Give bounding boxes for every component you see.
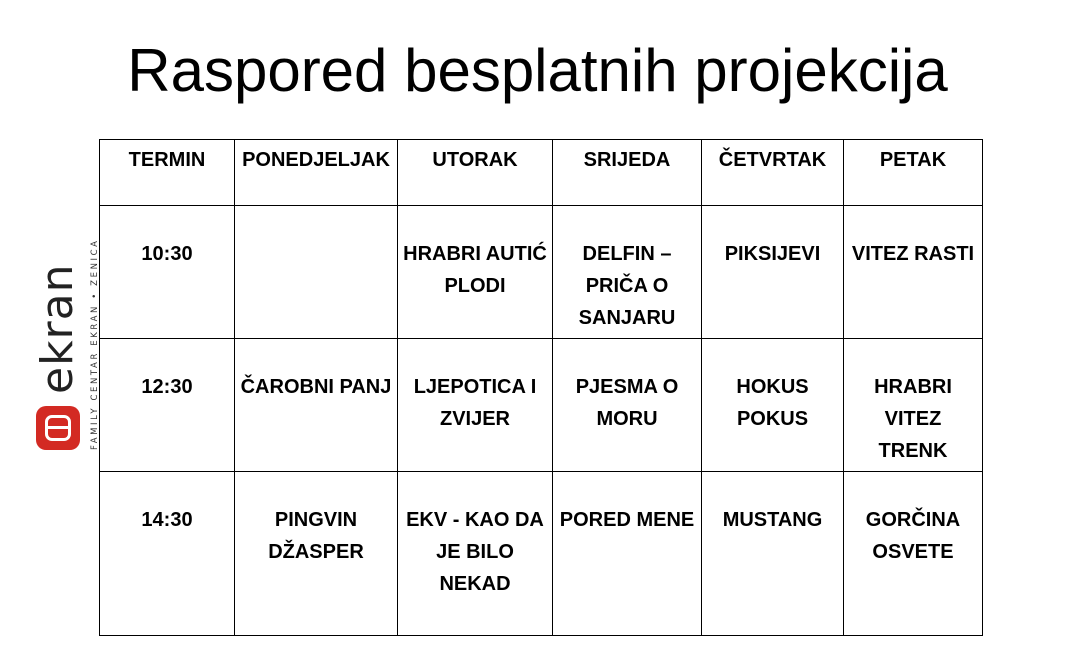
schedule-cell: GORČINA OSVETE bbox=[844, 472, 983, 636]
schedule-cell: HRABRI AUTIĆ PLODI bbox=[398, 206, 553, 339]
schedule-cell: PORED MENE bbox=[553, 472, 702, 636]
header-petak: PETAK bbox=[844, 140, 983, 206]
table-row bbox=[100, 472, 983, 636]
header-srijeda: SRIJEDA bbox=[553, 140, 702, 206]
schedule-cell: HOKUS POKUS bbox=[702, 339, 844, 472]
schedule-cell: ČAROBNI PANJ bbox=[235, 339, 398, 472]
page-title: Raspored besplatnih projekcija bbox=[127, 37, 948, 104]
schedule-cell: EKV - KAO DA JE BILO NEKAD bbox=[398, 472, 553, 636]
ekran-logo bbox=[22, 210, 100, 450]
table-row bbox=[100, 206, 983, 339]
time-cell: 14:30 bbox=[100, 472, 235, 636]
time-cell: 12:30 bbox=[100, 339, 235, 472]
table-row bbox=[100, 339, 983, 472]
table-header-row bbox=[100, 140, 983, 206]
header-utorak: UTORAK bbox=[398, 140, 553, 206]
schedule-table bbox=[99, 139, 983, 636]
schedule-cell: PINGVIN DŽASPER bbox=[235, 472, 398, 636]
schedule-cell: PIKSIJEVI bbox=[702, 206, 844, 339]
schedule-cell: HRABRI VITEZ TRENK bbox=[844, 339, 983, 472]
schedule-cell: LJEPOTICA I ZVIJER bbox=[398, 339, 553, 472]
schedule-cell: MUSTANG bbox=[702, 472, 844, 636]
schedule-cell: PJESMA O MORU bbox=[553, 339, 702, 472]
schedule-cell: VITEZ RASTI bbox=[844, 206, 983, 339]
header-cetvrtak: ČETVRTAK bbox=[702, 140, 844, 206]
time-cell: 10:30 bbox=[100, 206, 235, 339]
header-ponedjeljak: PONEDJELJAK bbox=[235, 140, 398, 206]
logo-e-icon bbox=[36, 406, 80, 450]
schedule-cell: DELFIN – PRIČA O SANJARU bbox=[553, 206, 702, 339]
header-termin: TERMIN bbox=[100, 140, 235, 206]
schedule-cell bbox=[235, 206, 398, 339]
logo-subtitle: FAMILY CENTAR EKRAN • ZENICA bbox=[90, 238, 100, 450]
logo-wordmark: ekran bbox=[32, 263, 83, 394]
